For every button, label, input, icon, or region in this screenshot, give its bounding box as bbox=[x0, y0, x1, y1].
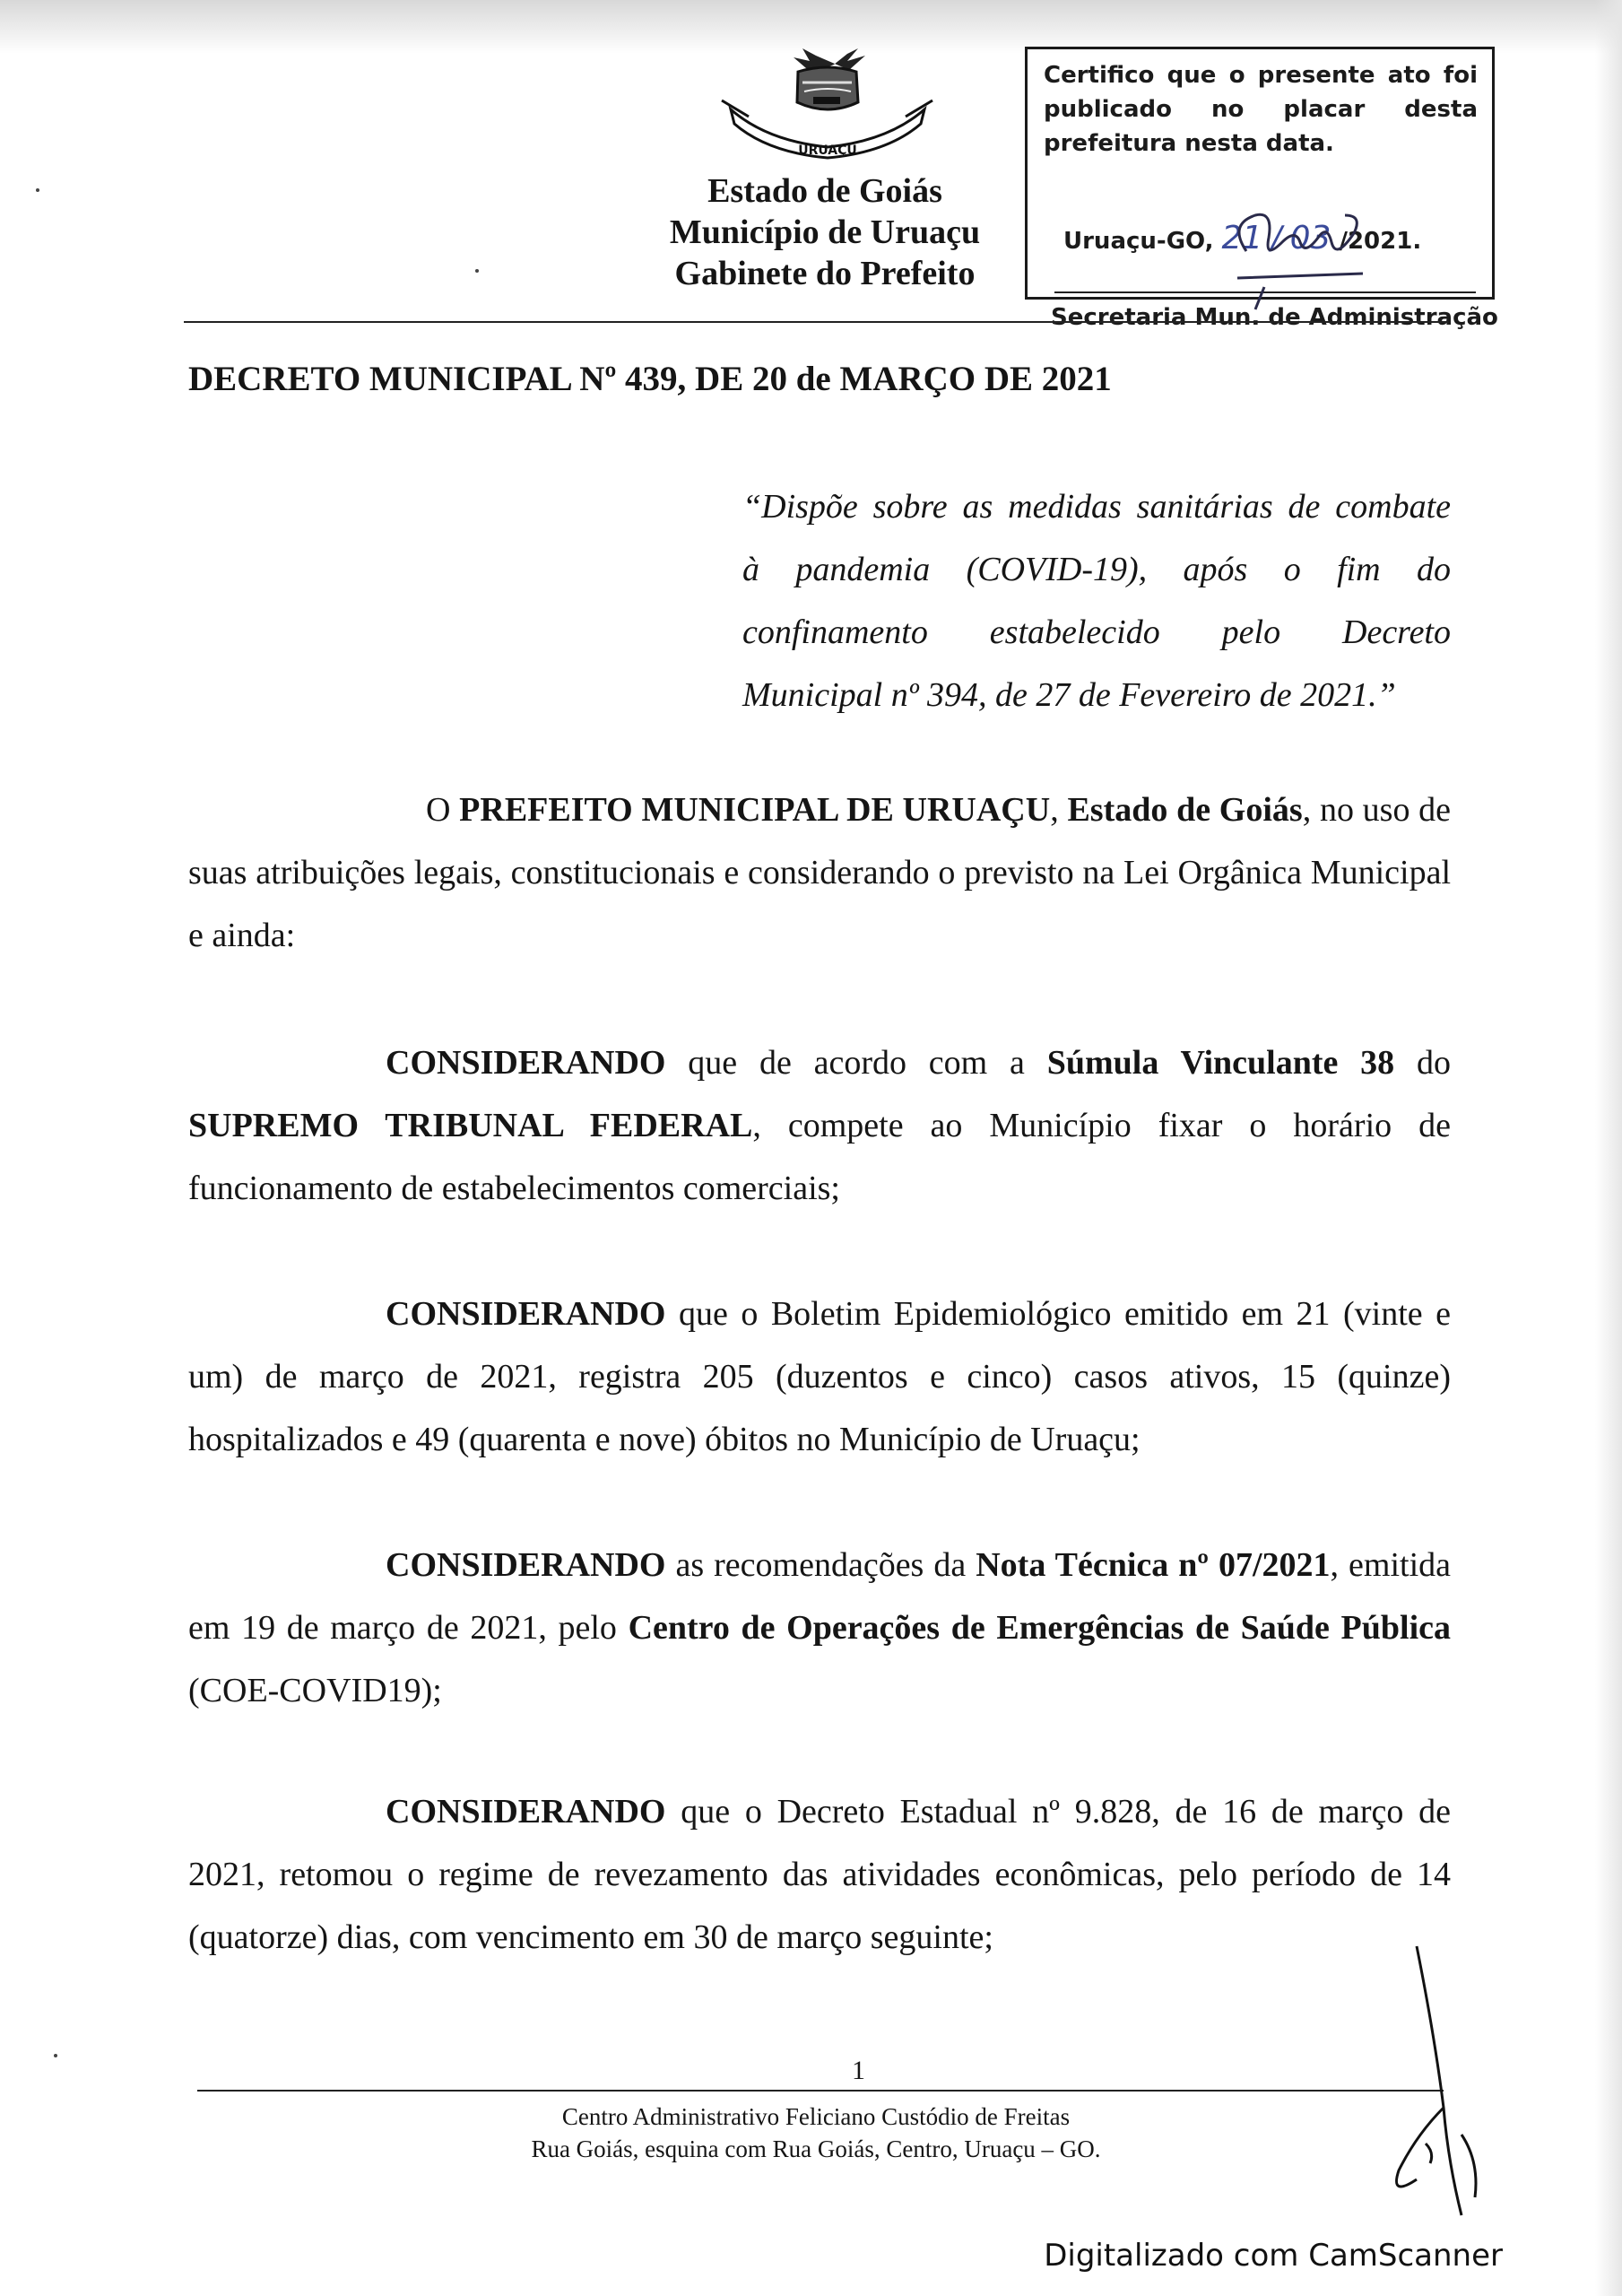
letterhead bbox=[628, 170, 1022, 294]
mayor-title: PREFEITO MUNICIPAL DE URUAÇU bbox=[459, 791, 1051, 829]
footer-divider bbox=[197, 2090, 1444, 2092]
state-name: Estado de Goiás bbox=[707, 172, 942, 210]
footer-line-2: Rua Goiás, esquina com Rua Goiás, Centro, Uruaçu – GO. bbox=[531, 2135, 1101, 2162]
date-suffix: /2021. bbox=[1339, 228, 1422, 255]
header-divider bbox=[184, 321, 1448, 323]
crest-banner-text: URUAÇU bbox=[798, 144, 857, 158]
footer-line-1: Centro Administrativo Feliciano Custódio de Freitas bbox=[561, 2103, 1071, 2130]
certificate-signature-icon bbox=[1219, 188, 1399, 314]
summary-line-4: Municipal nº 394, de 27 de Fevereiro de 2021.” bbox=[742, 676, 1396, 714]
date-day-handwritten: 21 bbox=[1221, 220, 1263, 257]
certificate-footer: Secretaria Mun. de Administração bbox=[1051, 304, 1498, 331]
footer-address bbox=[323, 2100, 1309, 2165]
office-name: Gabinete do Prefeito bbox=[674, 255, 976, 292]
decree-title: DECRETO MUNICIPAL Nº 439, DE 20 de MARÇO DE 2021 bbox=[188, 360, 1112, 398]
considerando-paragraph-4: CONSIDERANDO que o Decreto Estadual nº 9.828, de 16 de março de 2021, retomou o regime de revezamento das atividades econômicas, pelo período de 14 (quatorze) dias, com vencimento em 30 de março seguinte; bbox=[188, 1793, 1451, 1956]
date-month-handwritten: 03 bbox=[1289, 220, 1331, 257]
scan-top-shadow bbox=[0, 0, 1622, 54]
certificate-line-1: Certifico que o presente ato foi bbox=[1044, 62, 1478, 89]
state-bold: Estado de Goiás bbox=[1067, 791, 1303, 829]
date-prefix: Uruaçu-GO, bbox=[1063, 228, 1214, 255]
certificate-date: Uruaçu-GO, 21 / 03 /2021. bbox=[1063, 220, 1422, 257]
certificate-line-2: publicado no placar desta bbox=[1044, 96, 1478, 123]
certificate-text bbox=[1044, 58, 1478, 161]
summary-line-3: confinamento estabelecido pelo Decreto bbox=[742, 613, 1451, 651]
municipality-name: Município de Uruaçu bbox=[669, 213, 981, 251]
scan-edge-shadow bbox=[1595, 0, 1622, 2296]
scan-speck bbox=[36, 188, 39, 192]
municipal-crest-logo bbox=[713, 47, 941, 168]
summary-line-2: à pandemia (COVID-19), após o fim do bbox=[742, 551, 1451, 588]
considerando-keyword: CONSIDERANDO bbox=[386, 1295, 666, 1333]
considerando-keyword: CONSIDERANDO bbox=[386, 1793, 666, 1831]
scan-speck bbox=[54, 2054, 57, 2057]
considerando-paragraph-2: CONSIDERANDO que o Boletim Epidemiológico emitido em 21 (vinte e um) de março de 2021, registra 205 (duzentos e cinco) casos ativos, 15 (quinze) hospitalizados e 49 (quarenta e nove) óbitos no Município de Uruaçu; bbox=[188, 1295, 1451, 1458]
considerando-paragraph-1: CONSIDERANDO que de acordo com a Súmula Vinculante 38 do SUPREMO TRIBUNAL FEDERAL, compete ao Município fixar o horário de funcionamento de estabelecimentos comerciais; bbox=[188, 1044, 1451, 1207]
mayor-signature-icon bbox=[1381, 1928, 1515, 2224]
camscanner-watermark: Digitalizado com CamScanner bbox=[1044, 2238, 1503, 2274]
considerando-paragraph-3: CONSIDERANDO as recomendações da Nota Técnica nº 07/2021, emitida em 19 de março de 2021, pelo Centro de Operações de Emergências de Saúde Pública (COE-COVID19); bbox=[188, 1546, 1452, 1709]
considerando-keyword: CONSIDERANDO bbox=[386, 1546, 666, 1584]
summary-line-1: “Dispõe sobre as medidas sanitárias de combate bbox=[742, 488, 1451, 526]
page-number: 1 bbox=[852, 2056, 865, 2085]
certificate-line-3: prefeitura nesta data. bbox=[1044, 130, 1334, 157]
considerando-keyword: CONSIDERANDO bbox=[386, 1044, 666, 1082]
scan-speck bbox=[475, 269, 479, 273]
decree-summary bbox=[742, 475, 1451, 726]
preamble-paragraph: O PREFEITO MUNICIPAL DE URUAÇU, Estado de Goiás, no uso de suas atribuições legais, constitucionais e considerando o previsto na Lei Orgânica Municipal e ainda: bbox=[188, 791, 1452, 954]
